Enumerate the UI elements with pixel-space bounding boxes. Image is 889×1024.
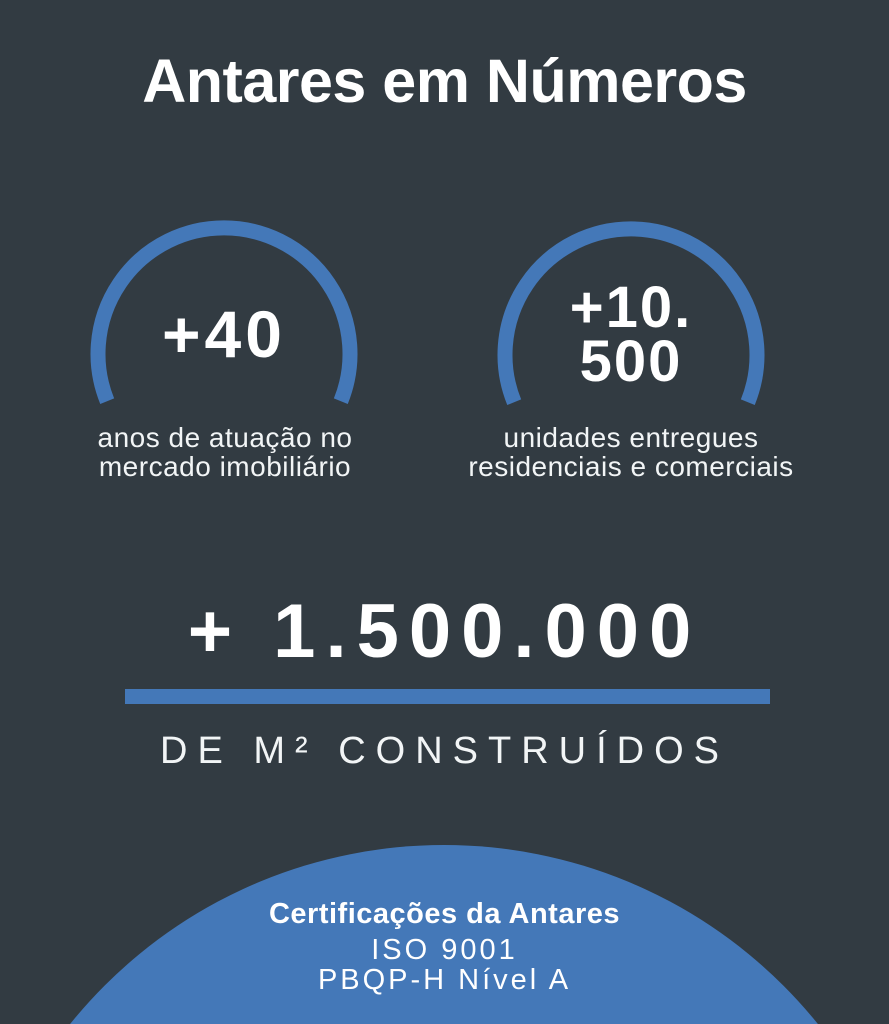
certifications-block — [0, 898, 889, 995]
stat-caption-years — [58, 424, 392, 481]
certification-item: PBQP-H Nível A — [317, 964, 572, 996]
stat-caption-line: unidades entregues — [503, 422, 759, 453]
certification-item: ISO 9001 — [371, 934, 518, 966]
stat-value-years: +40 — [162, 297, 286, 371]
stat-caption-line: mercado imobiliário — [98, 450, 352, 482]
page-title: Antares em Números — [142, 47, 747, 115]
highlight-label: DE M² CONSTRUÍDOS — [160, 730, 729, 772]
highlight-value: + 1.500.000 — [187, 589, 702, 674]
divider-bar — [125, 689, 770, 704]
stat-caption-line: residenciais e comerciais — [468, 450, 794, 482]
stat-value-line: +10. — [569, 275, 693, 340]
stat-caption-line: anos de atuação no — [97, 422, 353, 453]
stat-value-units — [495, 275, 767, 394]
certifications-heading: Certificações da Antares — [268, 898, 620, 930]
stat-caption-units — [428, 424, 834, 481]
stat-value-line: 500 — [579, 329, 683, 394]
